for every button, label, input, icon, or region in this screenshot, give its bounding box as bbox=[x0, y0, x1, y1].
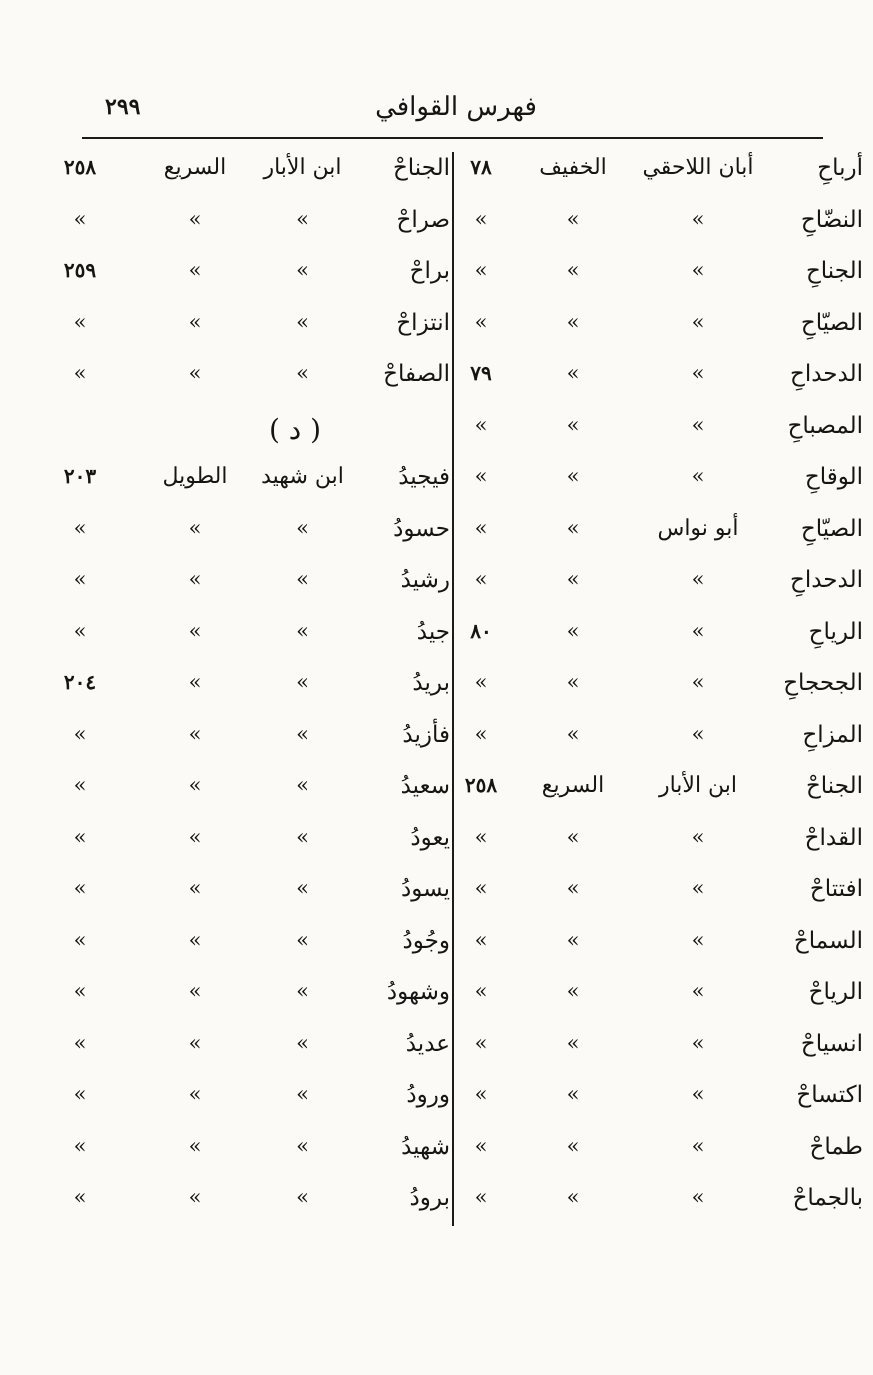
index-row bbox=[40, 508, 460, 560]
index-row bbox=[40, 250, 460, 302]
poet-name: أبان اللاحقي bbox=[642, 155, 754, 180]
index-row bbox=[40, 971, 460, 1023]
ditto-mark: » bbox=[566, 361, 580, 385]
index-row bbox=[453, 662, 873, 714]
ditto-mark: » bbox=[188, 258, 202, 282]
rhyme-word: شهيدُ bbox=[401, 1133, 450, 1160]
ditto-mark: » bbox=[474, 1030, 488, 1055]
index-row bbox=[453, 199, 873, 251]
ditto-mark: » bbox=[73, 721, 87, 746]
page-ref: ٢٠٣ bbox=[63, 464, 97, 488]
page-ref: ٨٠ bbox=[470, 618, 492, 643]
rhyme-word: وجُودُ bbox=[402, 927, 450, 954]
ditto-mark: » bbox=[474, 721, 488, 746]
ditto-mark: » bbox=[188, 206, 202, 231]
rhyme-word: اكتساحْ bbox=[796, 1082, 863, 1108]
ditto-mark: » bbox=[691, 1082, 705, 1106]
ditto-mark: » bbox=[566, 927, 580, 952]
rhyme-word: الجناحْ bbox=[392, 155, 450, 181]
index-row bbox=[40, 611, 460, 663]
poet-name: ابن الأبار bbox=[263, 155, 342, 180]
rhyme-word: طماحْ bbox=[809, 1133, 863, 1160]
ditto-mark: » bbox=[566, 824, 580, 849]
index-row bbox=[40, 199, 460, 251]
ditto-mark: » bbox=[296, 361, 309, 385]
rhyme-word: حسودُ bbox=[393, 515, 450, 542]
ditto-mark: » bbox=[474, 309, 488, 334]
ditto-mark: » bbox=[296, 1030, 309, 1055]
page-header bbox=[0, 0, 873, 140]
index-row bbox=[40, 1177, 460, 1229]
ditto-mark: » bbox=[296, 258, 309, 282]
index-row bbox=[40, 147, 460, 199]
index-row bbox=[40, 714, 460, 766]
ditto-mark: » bbox=[188, 721, 202, 746]
ditto-mark: » bbox=[474, 258, 488, 282]
ditto-mark: » bbox=[474, 515, 488, 540]
section-heading: ( د ) bbox=[268, 412, 322, 446]
ditto-mark: » bbox=[474, 412, 488, 437]
ditto-mark: » bbox=[691, 1133, 705, 1158]
index-row bbox=[453, 250, 873, 302]
poet-name: أبو نواس bbox=[657, 515, 739, 541]
left-column bbox=[40, 147, 460, 1229]
ditto-mark: » bbox=[474, 1185, 488, 1209]
poet-name: ابن شهيد bbox=[261, 464, 344, 489]
ditto-mark: » bbox=[691, 464, 705, 488]
ditto-mark: » bbox=[296, 1133, 309, 1158]
rhyme-word: بالجماحْ bbox=[792, 1185, 863, 1211]
index-row bbox=[40, 868, 460, 920]
ditto-mark: » bbox=[691, 824, 705, 849]
ditto-mark: » bbox=[474, 206, 488, 231]
ditto-mark: » bbox=[566, 979, 580, 1003]
index-row bbox=[453, 1074, 873, 1126]
rhyme-word: المصباحِ bbox=[787, 412, 863, 439]
ditto-mark: » bbox=[474, 567, 488, 591]
ditto-mark: » bbox=[73, 824, 87, 849]
ditto-mark: » bbox=[296, 1185, 309, 1209]
rhyme-word: الصيّاحِ bbox=[800, 515, 863, 542]
ditto-mark: » bbox=[73, 773, 87, 797]
meter-name: السريع bbox=[541, 773, 605, 798]
ditto-mark: » bbox=[73, 309, 87, 334]
page-ref: ٧٨ bbox=[470, 155, 492, 179]
ditto-mark: » bbox=[691, 1030, 705, 1055]
index-row bbox=[40, 456, 460, 508]
index-row bbox=[40, 817, 460, 869]
ditto-mark: » bbox=[296, 876, 309, 900]
rhyme-word: فيجيدُ bbox=[398, 464, 450, 490]
index-row bbox=[453, 817, 873, 869]
ditto-mark: » bbox=[188, 1185, 202, 1209]
ditto-mark: » bbox=[188, 670, 202, 694]
ditto-mark: » bbox=[474, 1133, 488, 1158]
ditto-mark: » bbox=[73, 876, 87, 900]
ditto-mark: » bbox=[566, 515, 580, 540]
rhyme-word: عديدُ bbox=[405, 1030, 450, 1057]
rhyme-word: فأزيدُ bbox=[402, 721, 450, 748]
ditto-mark: » bbox=[474, 876, 488, 900]
rhyme-word: السماحْ bbox=[793, 927, 863, 954]
rhyme-word: بريدُ bbox=[412, 670, 450, 696]
rhyme-word: يعودُ bbox=[410, 824, 450, 851]
index-row bbox=[40, 353, 460, 405]
rhyme-word: الدحداحِ bbox=[790, 567, 863, 593]
index-row bbox=[40, 1126, 460, 1178]
meter-name: الطويل bbox=[162, 464, 228, 489]
rhyme-word: الدحداحِ bbox=[790, 361, 863, 387]
ditto-mark: » bbox=[188, 567, 202, 591]
index-row bbox=[453, 1177, 873, 1229]
ditto-mark: » bbox=[73, 618, 87, 643]
ditto-mark: » bbox=[566, 206, 580, 231]
index-row bbox=[453, 147, 873, 199]
ditto-mark: » bbox=[296, 618, 309, 643]
ditto-mark: » bbox=[566, 464, 580, 488]
rhyme-word: صراحْ bbox=[396, 206, 450, 233]
ditto-mark: » bbox=[188, 1133, 202, 1158]
page-ref: ٢٥٩ bbox=[63, 258, 97, 282]
ditto-mark: » bbox=[296, 979, 309, 1003]
poet-name: ابن الأبار bbox=[658, 773, 738, 798]
index-row bbox=[40, 765, 460, 817]
rhyme-word: يسودُ bbox=[400, 876, 450, 902]
index-row bbox=[453, 508, 873, 560]
rhyme-word: افتتاحْ bbox=[809, 876, 863, 902]
page-title: فهرس القوافي bbox=[375, 92, 537, 122]
index-row bbox=[453, 302, 873, 354]
rhyme-word: الرياحِ bbox=[808, 618, 863, 645]
ditto-mark: » bbox=[691, 258, 705, 282]
index-row bbox=[453, 1126, 873, 1178]
index-row bbox=[453, 559, 873, 611]
ditto-mark: » bbox=[73, 361, 87, 385]
index-row bbox=[40, 1074, 460, 1126]
rhyme-word: الوقاحِ bbox=[804, 464, 863, 490]
rhyme-word: جيدُ bbox=[416, 618, 450, 645]
ditto-mark: » bbox=[691, 361, 705, 385]
ditto-mark: » bbox=[188, 927, 202, 952]
ditto-mark: » bbox=[566, 721, 580, 746]
index-row bbox=[40, 302, 460, 354]
ditto-mark: » bbox=[296, 927, 309, 952]
ditto-mark: » bbox=[296, 773, 309, 797]
ditto-mark: » bbox=[296, 206, 309, 231]
ditto-mark: » bbox=[566, 876, 580, 900]
ditto-mark: » bbox=[188, 618, 202, 643]
ditto-mark: » bbox=[188, 309, 202, 334]
ditto-mark: » bbox=[474, 824, 488, 849]
ditto-mark: » bbox=[73, 1133, 87, 1158]
ditto-mark: » bbox=[296, 567, 309, 591]
ditto-mark: » bbox=[73, 515, 87, 540]
rhyme-word: الصفاحْ bbox=[383, 361, 450, 387]
ditto-mark: » bbox=[73, 1185, 87, 1209]
index-row bbox=[40, 920, 460, 972]
ditto-mark: » bbox=[691, 618, 705, 643]
index-row bbox=[453, 765, 873, 817]
ditto-mark: » bbox=[566, 670, 580, 694]
rhyme-word: الجناحْ bbox=[805, 773, 863, 799]
ditto-mark: » bbox=[691, 309, 705, 334]
rhyme-word: أرباحِ bbox=[817, 155, 863, 181]
ditto-mark: » bbox=[691, 567, 705, 591]
ditto-mark: » bbox=[73, 206, 87, 231]
ditto-mark: » bbox=[691, 412, 705, 437]
ditto-mark: » bbox=[188, 361, 202, 385]
ditto-mark: » bbox=[73, 927, 87, 952]
page-ref: ٢٠٤ bbox=[63, 670, 97, 694]
ditto-mark: » bbox=[73, 979, 87, 1003]
ditto-mark: » bbox=[296, 824, 309, 849]
ditto-mark: » bbox=[188, 773, 202, 797]
rhyme-word: وشهودُ bbox=[386, 979, 450, 1005]
ditto-mark: » bbox=[188, 1082, 202, 1106]
ditto-mark: » bbox=[691, 721, 705, 746]
ditto-mark: » bbox=[296, 1082, 309, 1106]
rhyme-word: برودُ bbox=[409, 1185, 450, 1211]
ditto-mark: » bbox=[73, 567, 87, 591]
ditto-mark: » bbox=[188, 876, 202, 900]
rhyme-word: براحْ bbox=[409, 258, 450, 284]
index-row bbox=[453, 353, 873, 405]
index-row bbox=[453, 920, 873, 972]
rhyme-word: ورودُ bbox=[406, 1082, 450, 1108]
ditto-mark: » bbox=[474, 1082, 488, 1106]
ditto-mark: » bbox=[188, 515, 202, 540]
ditto-mark: » bbox=[691, 979, 705, 1003]
ditto-mark: » bbox=[474, 670, 488, 694]
ditto-mark: » bbox=[691, 1185, 705, 1209]
ditto-mark: » bbox=[296, 721, 309, 746]
ditto-mark: » bbox=[188, 979, 202, 1003]
ditto-mark: » bbox=[474, 927, 488, 952]
rhyme-word: الصيّاحِ bbox=[800, 309, 863, 336]
ditto-mark: » bbox=[566, 1030, 580, 1055]
ditto-mark: » bbox=[691, 876, 705, 900]
ditto-mark: » bbox=[691, 206, 705, 231]
index-row bbox=[40, 662, 460, 714]
ditto-mark: » bbox=[474, 979, 488, 1003]
page-ref: ٢٥٨ bbox=[63, 155, 97, 179]
rhyme-word: سعيدُ bbox=[400, 773, 450, 799]
ditto-mark: » bbox=[566, 309, 580, 334]
index-row bbox=[453, 868, 873, 920]
ditto-mark: » bbox=[566, 567, 580, 591]
ditto-mark: » bbox=[691, 670, 705, 694]
page-ref: ٧٩ bbox=[470, 361, 492, 385]
rhyme-word: المزاحِ bbox=[802, 721, 863, 748]
index-row bbox=[453, 971, 873, 1023]
meter-name: السريع bbox=[163, 155, 227, 180]
rhyme-word: القداحْ bbox=[804, 824, 863, 851]
ditto-mark: » bbox=[296, 515, 309, 540]
index-row bbox=[453, 456, 873, 508]
ditto-mark: » bbox=[73, 1082, 87, 1106]
header-rule bbox=[82, 137, 823, 139]
page-number: ٢٩٩ bbox=[105, 94, 141, 120]
ditto-mark: » bbox=[566, 1082, 580, 1106]
ditto-mark: » bbox=[566, 1185, 580, 1209]
index-row bbox=[453, 611, 873, 663]
rhyme-word: الجحجاحِ bbox=[783, 670, 863, 696]
page-ref: ٢٥٨ bbox=[464, 773, 498, 797]
right-column bbox=[453, 147, 873, 1229]
ditto-mark: » bbox=[296, 670, 309, 694]
rhyme-word: انتزاحْ bbox=[396, 309, 450, 336]
ditto-mark: » bbox=[566, 1133, 580, 1158]
ditto-mark: » bbox=[73, 1030, 87, 1055]
rhyme-word: الرياحْ bbox=[808, 979, 863, 1005]
ditto-mark: » bbox=[566, 618, 580, 643]
rhyme-word: الجناحِ bbox=[805, 258, 863, 284]
index-row bbox=[40, 405, 460, 457]
meter-name: الخفيف bbox=[539, 155, 607, 180]
rhyme-word: انسياحْ bbox=[800, 1030, 863, 1057]
ditto-mark: » bbox=[566, 412, 580, 437]
rhyme-word: رشيدُ bbox=[400, 567, 450, 593]
ditto-mark: » bbox=[566, 258, 580, 282]
ditto-mark: » bbox=[188, 1030, 202, 1055]
index-row bbox=[40, 1023, 460, 1075]
ditto-mark: » bbox=[296, 309, 309, 334]
index-row bbox=[453, 714, 873, 766]
index-row bbox=[453, 405, 873, 457]
rhyme-word: النضّاحِ bbox=[800, 206, 863, 233]
ditto-mark: » bbox=[474, 464, 488, 488]
ditto-mark: » bbox=[691, 927, 705, 952]
index-row bbox=[40, 559, 460, 611]
index-row bbox=[453, 1023, 873, 1075]
ditto-mark: » bbox=[188, 824, 202, 849]
